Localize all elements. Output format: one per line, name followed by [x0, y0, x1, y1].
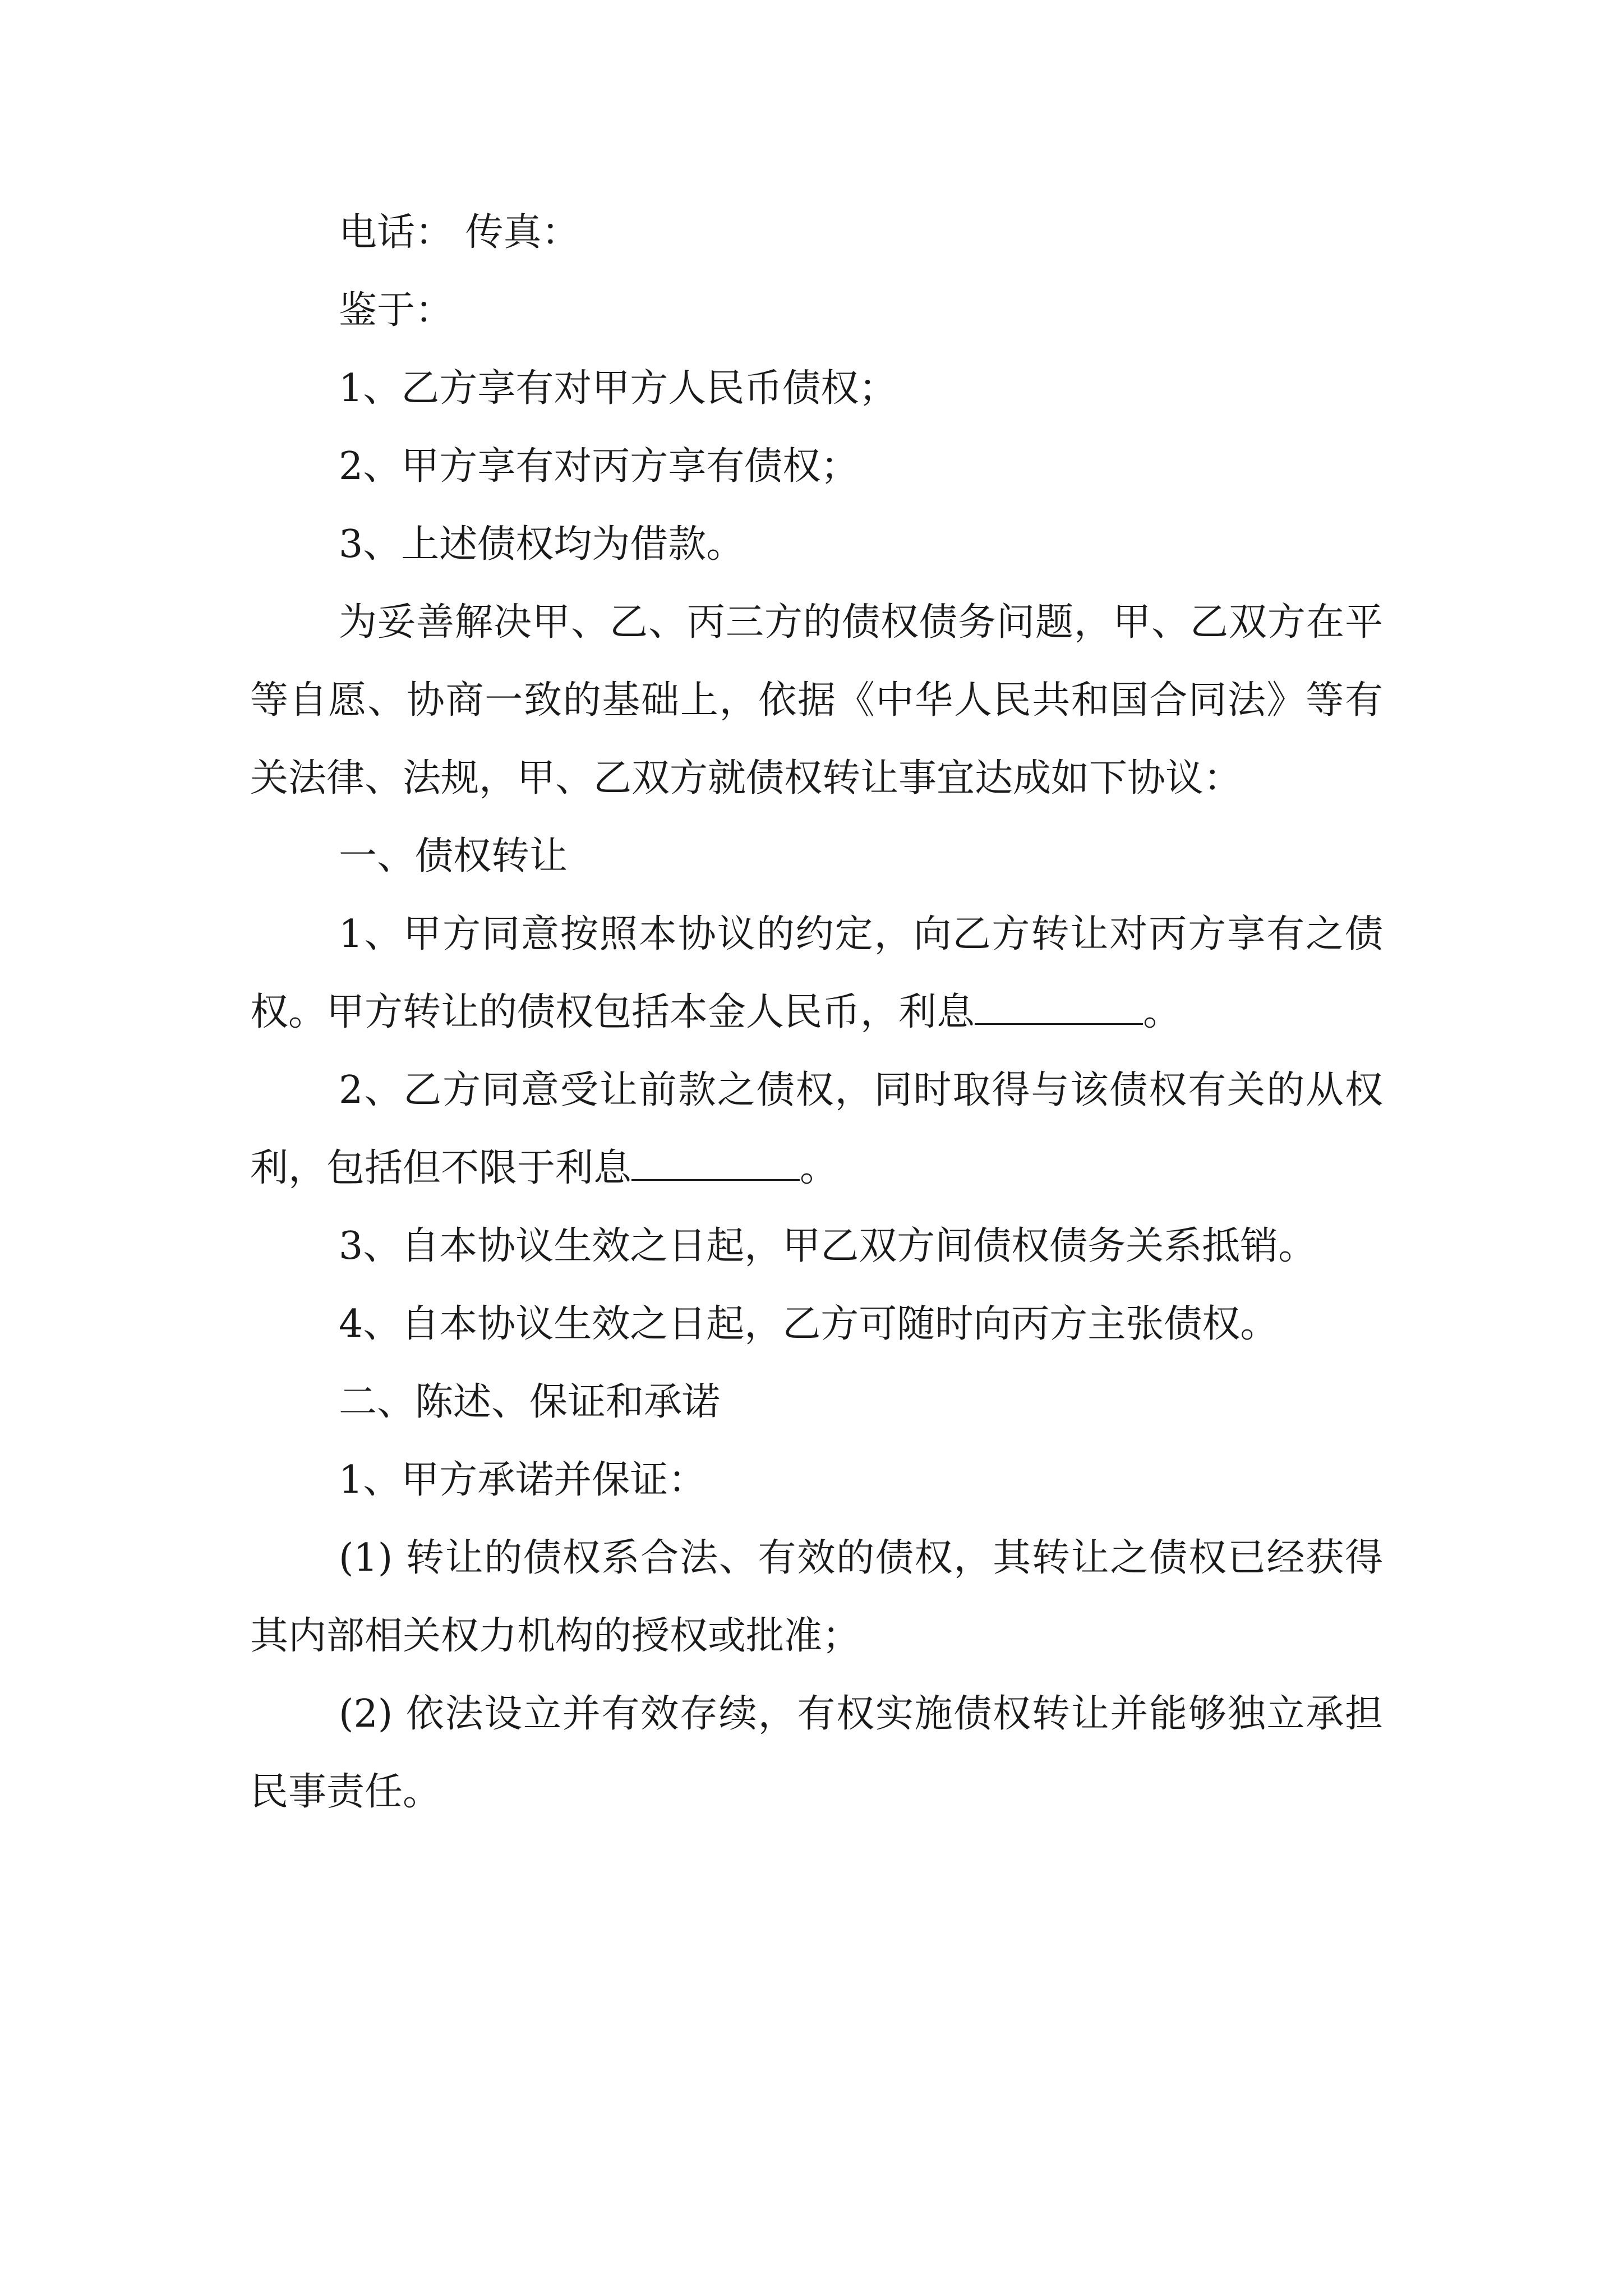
document-body	[250, 194, 1383, 1831]
clause-2-1-item-1: (1) 转让的债权系合法、有效的债权，其转让之债权已经获得其内部相关权力机构的授权或批准；	[250, 1536, 1383, 1658]
clause-1-2-end: 。	[800, 1146, 838, 1190]
clause-1-2	[250, 1051, 1383, 1207]
preamble-paragraph: 为妥善解决甲、乙、丙三方的债权债务问题，甲、乙双方在平等自愿、协商一致的基础上，依据《中华人民共和国合同法》等有关法律、法规，甲、乙双方就债权转让事宜达成如下协议：	[250, 600, 1383, 800]
clause-1-4: 4、自本协议生效之日起，乙方可随时向丙方主张债权。	[339, 1302, 1279, 1346]
whereas-item-1: 1、乙方享有对甲方人民币债权；	[339, 366, 897, 411]
section-heading-1: 一、债权转让	[339, 834, 568, 878]
contact-line: 电话： 传真：	[339, 210, 580, 255]
clause-1-2-text: 2、乙方同意受让前款之债权，同时取得与该债权有关的从权利，包括但不限于利息	[250, 1068, 1383, 1190]
clause-1-1-text: 1、甲方同意按照本协议的约定，向乙方转让对丙方享有之债权。甲方转让的债权包括本金人民币，利息	[250, 912, 1383, 1034]
clause-1-1	[250, 895, 1383, 1051]
clause-1-3: 3、自本协议生效之日起，甲乙双方间债权债务关系抵销。	[339, 1224, 1317, 1268]
clause-2-1: 1、甲方承诺并保证：	[339, 1458, 707, 1502]
blank-fill-line	[631, 1145, 800, 1181]
whereas-heading: 鉴于：	[339, 288, 454, 333]
section-heading-2: 二、陈述、保证和承诺	[339, 1380, 721, 1424]
blank-fill-line	[975, 990, 1143, 1025]
whereas-item-3: 3、上述债权均为借款。	[339, 522, 745, 567]
whereas-item-2: 2、甲方享有对丙方享有债权；	[339, 444, 859, 489]
clause-1-1-end: 。	[1143, 990, 1182, 1034]
clause-2-1-item-2: (2) 依法设立并有效存续，有权实施债权转让并能够独立承担民事责任。	[250, 1692, 1383, 1814]
